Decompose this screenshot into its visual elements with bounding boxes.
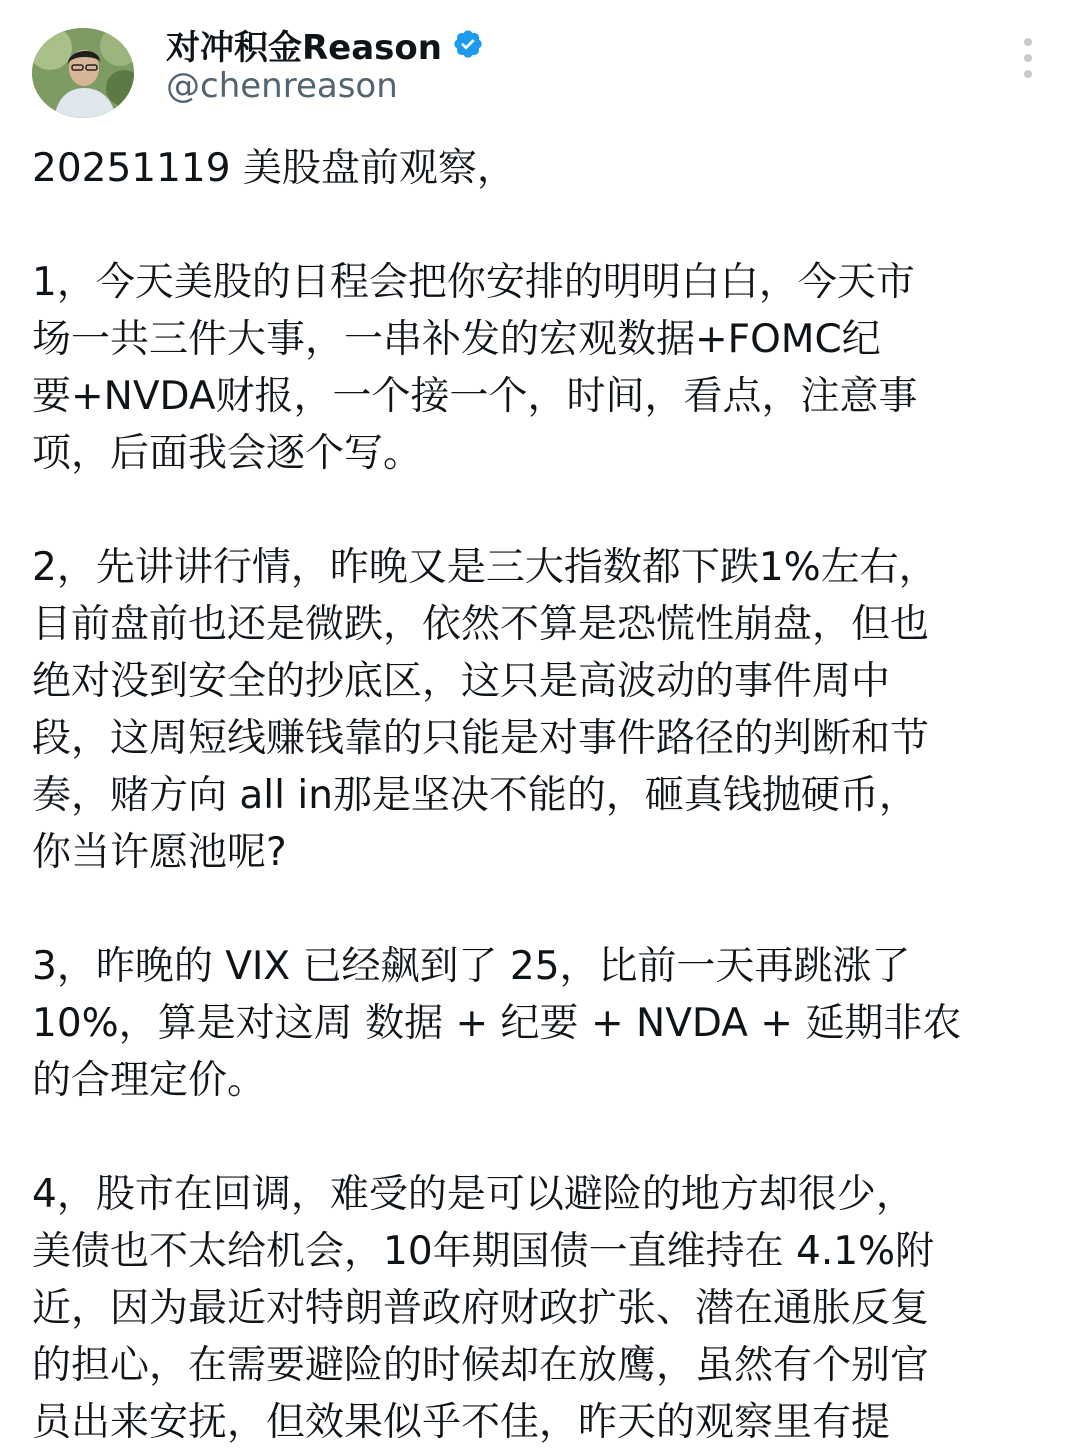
more-vertical-icon[interactable] bbox=[1016, 38, 1040, 78]
tweet-line bbox=[32, 881, 1048, 938]
tweet-line: 20251119 美股盘前观察， bbox=[32, 146, 516, 191]
tweet-line: 段，这周短线赚钱靠的只能是对事件路径的判断和节 bbox=[32, 716, 930, 761]
tweet-line: 的担心，在需要避险的时候却在放鹰，虽然有个别官 bbox=[32, 1343, 930, 1388]
tweet-text bbox=[32, 140, 1048, 1451]
more-dot bbox=[1024, 54, 1032, 62]
tweet-line: 2，先讲讲行情，昨晚又是三大指数都下跌1%左右， bbox=[32, 545, 938, 590]
tweet-line: 4，股市在回调，难受的是可以避险的地方却很少， bbox=[32, 1172, 915, 1217]
tweet-line: 10%，算是对这周 数据 + 纪要 + NVDA + 延期非农 bbox=[32, 1001, 962, 1046]
author-name-row bbox=[166, 22, 484, 66]
avatar[interactable] bbox=[32, 28, 134, 118]
author-display-name[interactable]: 对冲积金Reason bbox=[166, 27, 442, 68]
verified-badge-icon bbox=[452, 28, 484, 60]
tweet-line: 目前盘前也还是微跌，依然不算是恐慌性崩盘，但也 bbox=[32, 602, 930, 647]
tweet-header bbox=[0, 0, 1080, 130]
author-handle[interactable]: @chenreason bbox=[166, 66, 398, 106]
more-dot bbox=[1024, 38, 1032, 46]
tweet-line: 1，今天美股的日程会把你安排的明明白白，今天市 bbox=[32, 260, 915, 305]
tweet-line: 员出来安抚，但效果似乎不佳，昨天的观察里有提 bbox=[32, 1400, 891, 1445]
tweet-line: 美债也不太给机会，10年期国债一直维持在 4.1%附 bbox=[32, 1229, 935, 1274]
tweet-line: 要+NVDA财报，一个接一个，时间，看点，注意事 bbox=[32, 374, 918, 419]
tweet-line: 的合理定价。 bbox=[32, 1058, 267, 1103]
tweet-line: 近，因为最近对特朗普政府财政扩张、潜在通胀反复 bbox=[32, 1286, 930, 1331]
tweet-line: 奏，赌方向 all in那是坚决不能的，砸真钱抛硬币， bbox=[32, 773, 918, 818]
tweet-line bbox=[32, 482, 1048, 539]
tweet-line: 项，后面我会逐个写。 bbox=[32, 431, 423, 476]
tweet-line: 绝对没到安全的抄底区，这只是高波动的事件周中 bbox=[32, 659, 891, 704]
more-dot bbox=[1024, 70, 1032, 78]
tweet-line bbox=[32, 1109, 1048, 1166]
tweet-line: 场一共三件大事，一串补发的宏观数据+FOMC纪 bbox=[32, 317, 881, 362]
tweet-line: 3，昨晚的 VIX 已经飙到了 25，比前一天再跳涨了 bbox=[32, 944, 911, 989]
tweet-line bbox=[32, 197, 1048, 254]
tweet-line: 你当许愿池呢? bbox=[32, 830, 287, 875]
